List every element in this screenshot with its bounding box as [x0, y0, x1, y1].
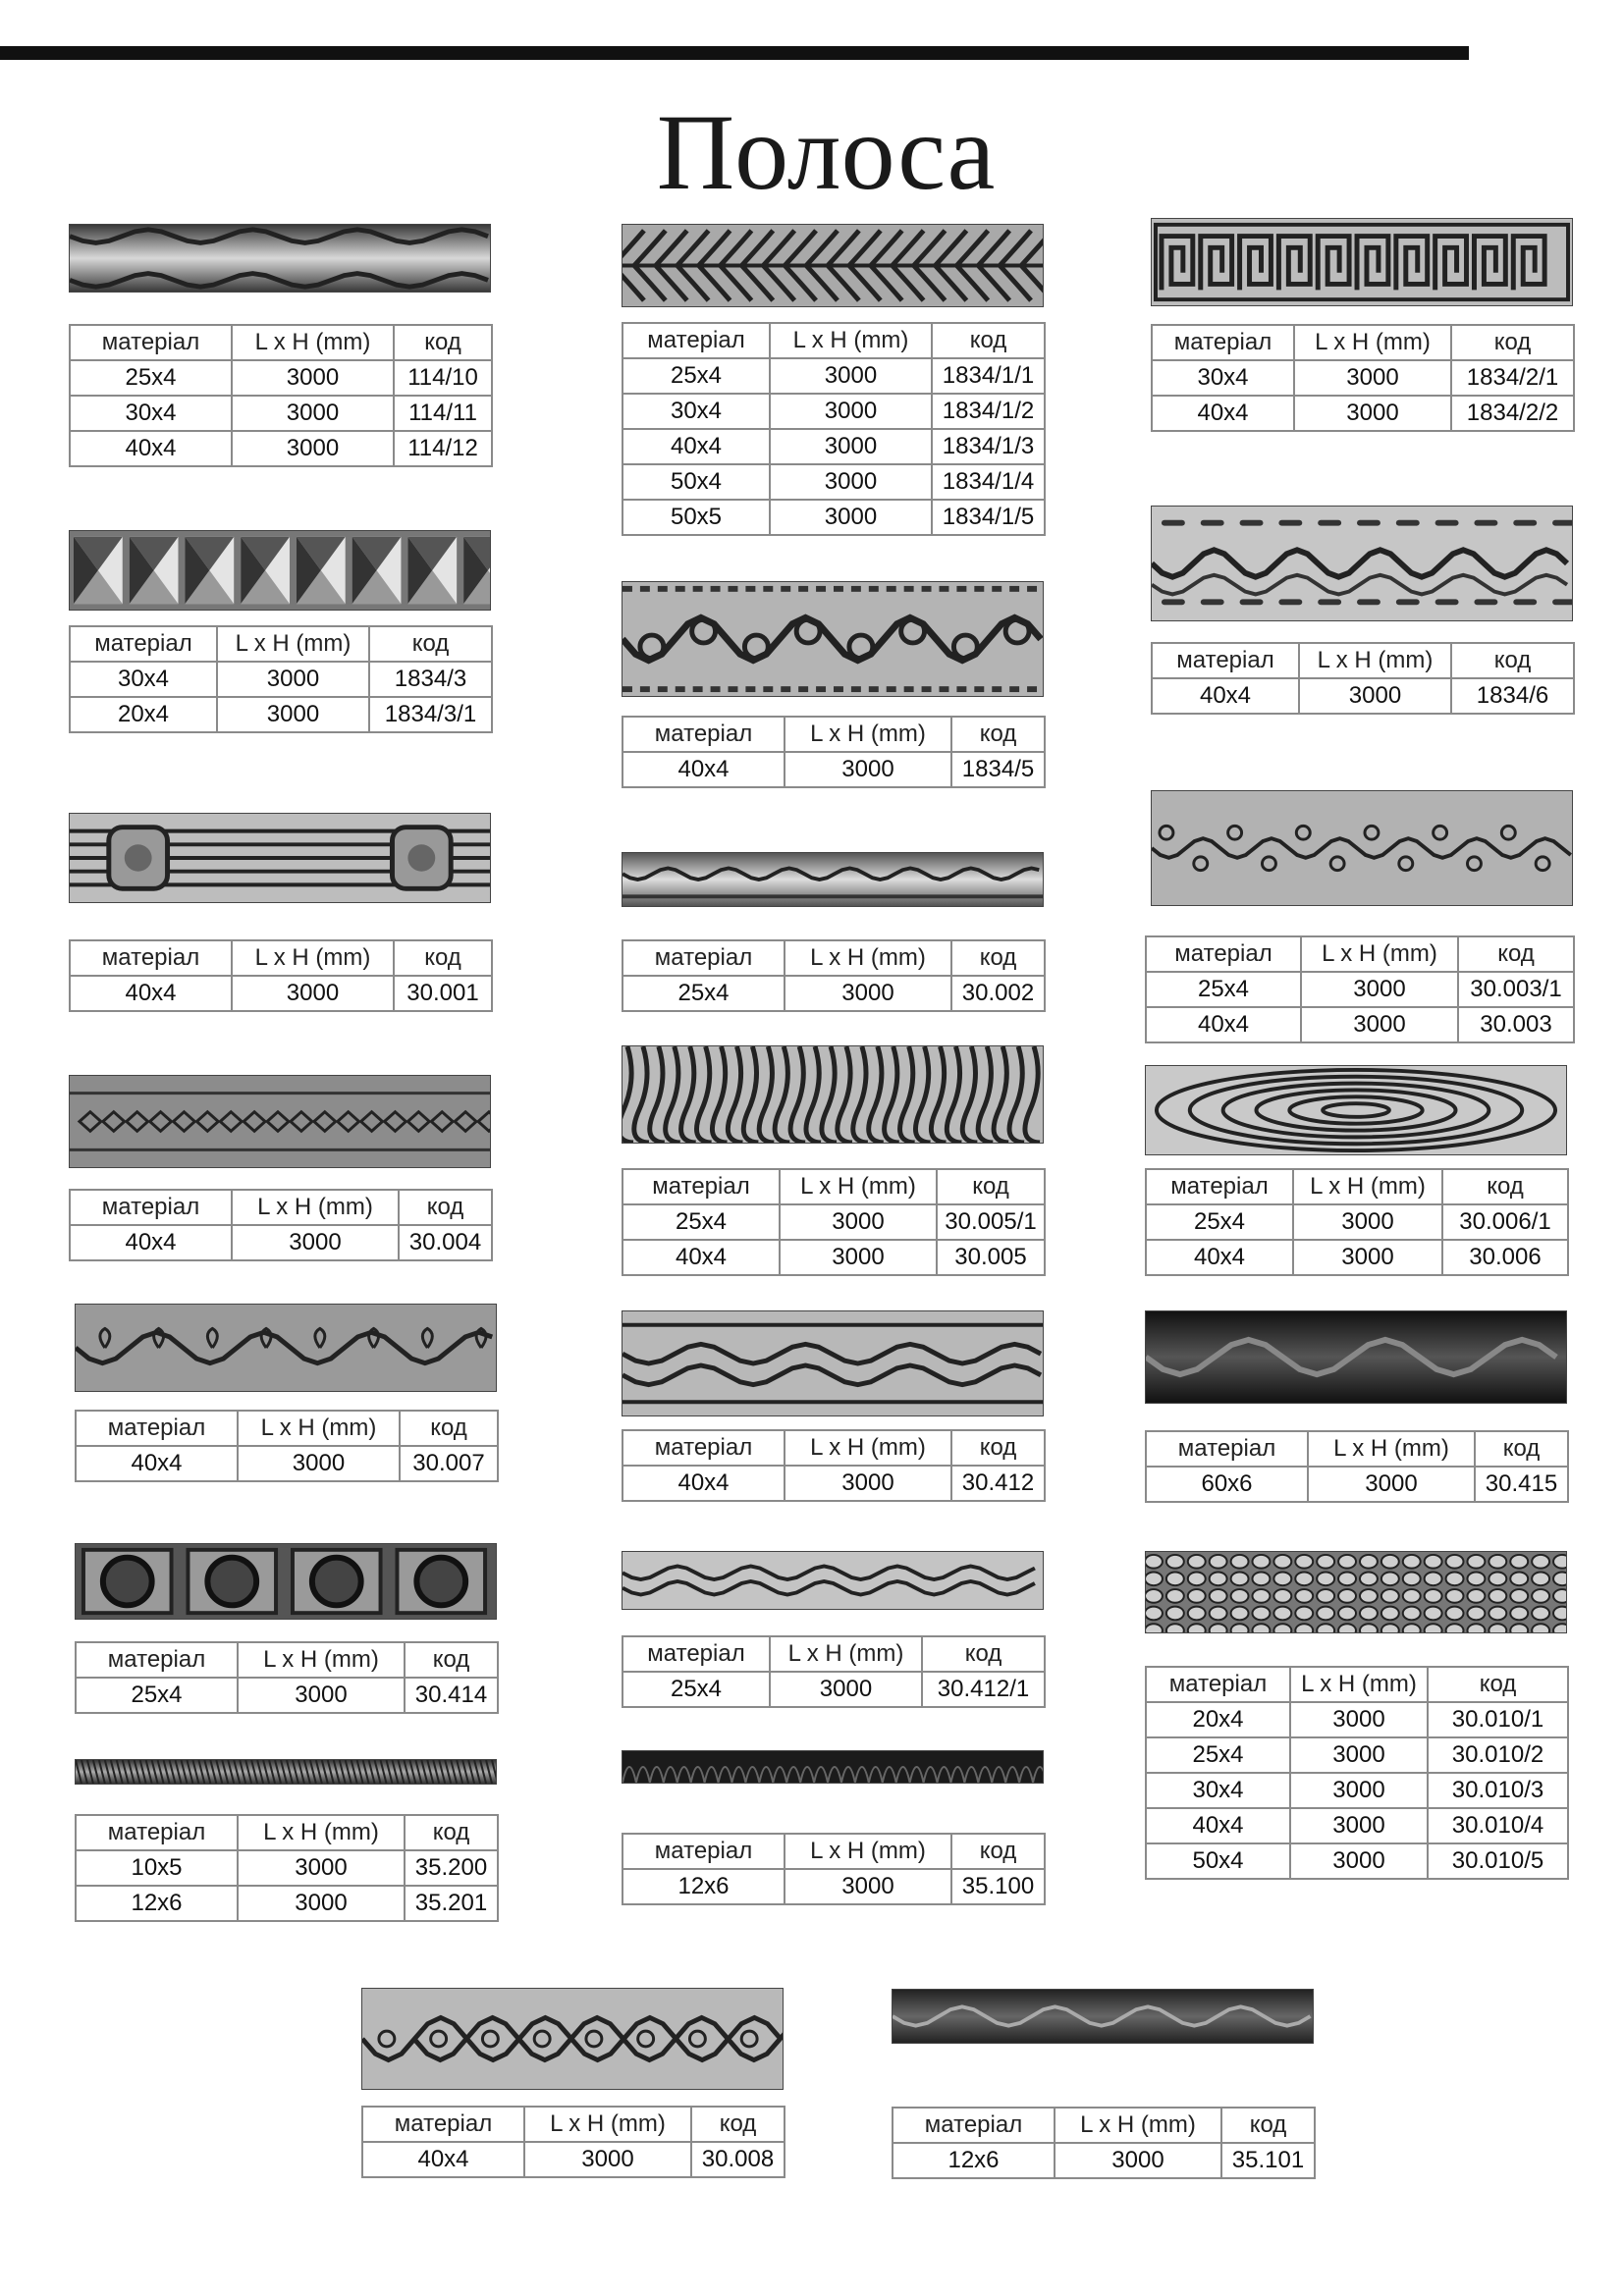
cell-code: 1834/3: [369, 662, 492, 697]
column-header-material: матеріал: [70, 325, 232, 360]
cell-material: 40x4: [1152, 396, 1294, 431]
column-header-size: L x H (mm): [770, 323, 932, 358]
product-spec-table: [361, 2106, 785, 2178]
column-header-size: L x H (mm): [217, 626, 369, 662]
cell-material: 25x4: [623, 1204, 780, 1240]
product-spec-table: [622, 1635, 1046, 1708]
cell-size: 3000: [238, 1850, 405, 1886]
top-rule: [0, 46, 1469, 60]
column-header-material: матеріал: [1152, 643, 1299, 678]
table-row: [1146, 1702, 1568, 1737]
column-header-material: матеріал: [623, 940, 785, 976]
cell-code: 30.003/1: [1458, 972, 1574, 1007]
cell-material: 30x4: [1146, 1773, 1290, 1808]
product-spec-table: [622, 1429, 1046, 1502]
cell-code: 30.001: [394, 976, 492, 1011]
table-row: [1146, 1737, 1568, 1773]
cell-size: 3000: [238, 1678, 405, 1713]
table-row: [623, 976, 1045, 1011]
column-header-size: L x H (mm): [232, 940, 394, 976]
product-strip-image: [622, 1551, 1044, 1610]
cell-size: 3000: [780, 1240, 937, 1275]
cell-size: 3000: [770, 464, 932, 500]
product-strip-image: [1145, 1310, 1567, 1404]
product-spec-table: [622, 939, 1046, 1012]
cell-code: 30.414: [405, 1678, 498, 1713]
cell-material: 25x4: [623, 1672, 770, 1707]
cell-size: 3000: [1290, 1843, 1428, 1879]
product-strip-image: [622, 1310, 1044, 1416]
cell-size: 3000: [770, 358, 932, 394]
cell-size: 3000: [217, 662, 369, 697]
cell-code: 35.200: [405, 1850, 498, 1886]
product-strip-image: [75, 1304, 497, 1392]
cell-size: 3000: [770, 1672, 922, 1707]
cell-material: 12x6: [893, 2143, 1055, 2178]
table-header-row: [1146, 1169, 1568, 1204]
column-header-material: матеріал: [1146, 1431, 1308, 1467]
cell-material: 12x6: [623, 1869, 785, 1904]
cell-code: 30.006/1: [1442, 1204, 1568, 1240]
cell-size: 3000: [238, 1886, 405, 1921]
column-header-size: L x H (mm): [785, 1430, 951, 1466]
table-row: [76, 1678, 498, 1713]
table-row: [623, 500, 1045, 535]
table-row: [1146, 1467, 1568, 1502]
table-row: [70, 697, 492, 732]
cell-code: 30.010/3: [1428, 1773, 1568, 1808]
cell-size: 3000: [1301, 1007, 1458, 1042]
product-strip-image: [69, 813, 491, 903]
product-strip-image: [69, 1075, 491, 1168]
product-strip-image: [622, 224, 1044, 307]
cell-code: 1834/5: [951, 752, 1045, 787]
column-header-size: L x H (mm): [770, 1636, 922, 1672]
table-row: [70, 396, 492, 431]
table-row: [623, 1240, 1045, 1275]
cell-material: 25x4: [70, 360, 232, 396]
cell-size: 3000: [1290, 1737, 1428, 1773]
cell-material: 25x4: [76, 1678, 238, 1713]
table-header-row: [70, 626, 492, 662]
table-row: [76, 1446, 498, 1481]
cell-size: 3000: [785, 976, 951, 1011]
cell-code: 30.007: [400, 1446, 498, 1481]
cell-material: 25x4: [623, 358, 770, 394]
cell-size: 3000: [524, 2142, 691, 2177]
cell-code: 30.005: [937, 1240, 1045, 1275]
table-row: [70, 1225, 492, 1260]
column-header-material: матеріал: [623, 1834, 785, 1869]
cell-code: 114/10: [394, 360, 492, 396]
cell-code: 30.005/1: [937, 1204, 1045, 1240]
table-row: [362, 2142, 785, 2177]
cell-material: 30x4: [70, 396, 232, 431]
column-header-size: L x H (mm): [1299, 643, 1451, 678]
table-row: [623, 1672, 1045, 1707]
cell-code: 30.010/4: [1428, 1808, 1568, 1843]
cell-material: 12x6: [76, 1886, 238, 1921]
cell-code: 1834/6: [1451, 678, 1574, 714]
product-spec-table: [622, 1168, 1046, 1276]
cell-size: 3000: [238, 1446, 400, 1481]
product-spec-table: [69, 625, 493, 733]
column-header-material: матеріал: [1152, 325, 1294, 360]
cell-code: 1834/2/2: [1451, 396, 1574, 431]
cell-size: 3000: [1293, 1204, 1442, 1240]
cell-size: 3000: [1299, 678, 1451, 714]
cell-material: 50x4: [623, 464, 770, 500]
cell-size: 3000: [1301, 972, 1458, 1007]
product-strip-image: [1145, 1551, 1567, 1633]
product-spec-table: [892, 2107, 1316, 2179]
table-row: [76, 1850, 498, 1886]
column-header-code: код: [400, 1411, 498, 1446]
column-header-material: матеріал: [76, 1815, 238, 1850]
cell-material: 40x4: [1146, 1007, 1301, 1042]
product-spec-table: [69, 1189, 493, 1261]
cell-code: 30.003: [1458, 1007, 1574, 1042]
cell-material: 25x4: [1146, 1737, 1290, 1773]
table-header-row: [1146, 1431, 1568, 1467]
cell-size: 3000: [1290, 1702, 1428, 1737]
table-row: [1146, 972, 1574, 1007]
cell-code: 30.010/5: [1428, 1843, 1568, 1879]
table-header-row: [623, 1169, 1045, 1204]
column-header-code: код: [1458, 936, 1574, 972]
cell-code: 1834/2/1: [1451, 360, 1574, 396]
table-header-row: [623, 1430, 1045, 1466]
cell-size: 3000: [1290, 1773, 1428, 1808]
cell-material: 20x4: [70, 697, 217, 732]
product-spec-table: [69, 939, 493, 1012]
column-header-size: L x H (mm): [1290, 1667, 1428, 1702]
cell-size: 3000: [1294, 396, 1451, 431]
cell-material: 60x6: [1146, 1467, 1308, 1502]
column-header-code: код: [1475, 1431, 1568, 1467]
cell-size: 3000: [770, 429, 932, 464]
cell-material: 25x4: [1146, 1204, 1293, 1240]
cell-material: 25x4: [1146, 972, 1301, 1007]
table-header-row: [70, 940, 492, 976]
cell-material: 40x4: [76, 1446, 238, 1481]
column-header-material: матеріал: [1146, 1169, 1293, 1204]
cell-size: 3000: [770, 500, 932, 535]
cell-material: 40x4: [1146, 1240, 1293, 1275]
cell-code: 30.004: [399, 1225, 492, 1260]
cell-code: 30.002: [951, 976, 1045, 1011]
product-strip-image: [361, 1988, 784, 2090]
product-spec-table: [75, 1814, 499, 1922]
column-header-material: матеріал: [623, 1430, 785, 1466]
cell-material: 30x4: [70, 662, 217, 697]
column-header-size: L x H (mm): [780, 1169, 937, 1204]
product-strip-image: [69, 224, 491, 293]
cell-code: 1834/1/2: [932, 394, 1045, 429]
column-header-material: матеріал: [70, 626, 217, 662]
table-row: [1146, 1204, 1568, 1240]
cell-size: 3000: [785, 752, 951, 787]
column-header-size: L x H (mm): [232, 1190, 399, 1225]
product-spec-table: [1145, 1168, 1569, 1276]
cell-code: 1834/3/1: [369, 697, 492, 732]
cell-code: 114/12: [394, 431, 492, 466]
cell-code: 30.412/1: [922, 1672, 1045, 1707]
product-spec-table: [1145, 1666, 1569, 1880]
product-spec-table: [622, 716, 1046, 788]
product-strip-image: [622, 1045, 1044, 1144]
cell-size: 3000: [770, 394, 932, 429]
table-row: [70, 976, 492, 1011]
cell-code: 30.415: [1475, 1467, 1568, 1502]
table-row: [70, 662, 492, 697]
column-header-material: матеріал: [623, 717, 785, 752]
product-strip-image: [75, 1543, 497, 1620]
cell-code: 30.010/1: [1428, 1702, 1568, 1737]
product-strip-image: [1145, 1065, 1567, 1155]
column-header-size: L x H (mm): [785, 940, 951, 976]
table-row: [623, 752, 1045, 787]
table-row: [623, 394, 1045, 429]
cell-code: 30.006: [1442, 1240, 1568, 1275]
column-header-material: матеріал: [623, 1169, 780, 1204]
column-header-size: L x H (mm): [1308, 1431, 1475, 1467]
cell-size: 3000: [785, 1869, 951, 1904]
column-header-size: L x H (mm): [1294, 325, 1451, 360]
table-header-row: [623, 717, 1045, 752]
column-header-material: матеріал: [76, 1411, 238, 1446]
table-row: [893, 2143, 1315, 2178]
column-header-material: матеріал: [623, 1636, 770, 1672]
table-header-row: [1146, 936, 1574, 972]
cell-size: 3000: [232, 431, 394, 466]
product-spec-table: [75, 1410, 499, 1482]
table-row: [623, 429, 1045, 464]
table-header-row: [362, 2107, 785, 2142]
column-header-code: код: [369, 626, 492, 662]
cell-material: 30x4: [623, 394, 770, 429]
column-header-size: L x H (mm): [238, 1642, 405, 1678]
column-header-code: код: [951, 1834, 1045, 1869]
table-header-row: [1152, 325, 1574, 360]
product-spec-table: [1145, 1430, 1569, 1503]
cell-size: 3000: [1293, 1240, 1442, 1275]
cell-size: 3000: [1055, 2143, 1221, 2178]
cell-material: 40x4: [1152, 678, 1299, 714]
column-header-material: матеріал: [70, 1190, 232, 1225]
cell-material: 40x4: [70, 431, 232, 466]
cell-code: 35.101: [1221, 2143, 1315, 2178]
cell-material: 10x5: [76, 1850, 238, 1886]
cell-code: 30.008: [691, 2142, 785, 2177]
product-spec-table: [69, 324, 493, 467]
table-header-row: [76, 1815, 498, 1850]
cell-material: 40x4: [623, 429, 770, 464]
product-strip-image: [1151, 790, 1573, 906]
cell-size: 3000: [232, 976, 394, 1011]
table-header-row: [70, 325, 492, 360]
column-header-size: L x H (mm): [785, 1834, 951, 1869]
column-header-material: матеріал: [1146, 936, 1301, 972]
table-row: [1152, 678, 1574, 714]
cell-size: 3000: [232, 396, 394, 431]
table-row: [623, 1204, 1045, 1240]
cell-material: 50x4: [1146, 1843, 1290, 1879]
table-row: [70, 360, 492, 396]
column-header-size: L x H (mm): [524, 2107, 691, 2142]
product-strip-image: [1151, 506, 1573, 621]
table-header-row: [70, 1190, 492, 1225]
column-header-material: матеріал: [893, 2108, 1055, 2143]
column-header-material: матеріал: [1146, 1667, 1290, 1702]
cell-material: 40x4: [70, 976, 232, 1011]
table-row: [1152, 360, 1574, 396]
cell-material: 40x4: [1146, 1808, 1290, 1843]
column-header-material: матеріал: [623, 323, 770, 358]
table-header-row: [1152, 643, 1574, 678]
column-header-code: код: [691, 2107, 785, 2142]
column-header-code: код: [1451, 643, 1574, 678]
table-row: [623, 1869, 1045, 1904]
column-header-code: код: [394, 940, 492, 976]
cell-code: 1834/1/4: [932, 464, 1045, 500]
cell-material: 40x4: [623, 752, 785, 787]
column-header-code: код: [1221, 2108, 1315, 2143]
cell-material: 25x4: [623, 976, 785, 1011]
cell-size: 3000: [232, 360, 394, 396]
column-header-code: код: [951, 940, 1045, 976]
cell-code: 1834/1/3: [932, 429, 1045, 464]
table-header-row: [623, 1834, 1045, 1869]
column-header-code: код: [399, 1190, 492, 1225]
table-header-row: [76, 1411, 498, 1446]
table-row: [1152, 396, 1574, 431]
product-strip-image: [69, 530, 491, 611]
cell-code: 114/11: [394, 396, 492, 431]
table-row: [623, 464, 1045, 500]
cell-code: 1834/1/5: [932, 500, 1045, 535]
product-strip-image: [622, 1750, 1044, 1784]
cell-size: 3000: [780, 1204, 937, 1240]
table-row: [623, 1466, 1045, 1501]
column-header-code: код: [405, 1642, 498, 1678]
column-header-size: L x H (mm): [238, 1411, 400, 1446]
cell-code: 35.100: [951, 1869, 1045, 1904]
table-row: [1146, 1808, 1568, 1843]
cell-material: 30x4: [1152, 360, 1294, 396]
cell-code: 30.412: [951, 1466, 1045, 1501]
column-header-code: код: [937, 1169, 1045, 1204]
product-spec-table: [1151, 642, 1575, 715]
product-spec-table: [622, 1833, 1046, 1905]
column-header-code: код: [1428, 1667, 1568, 1702]
column-header-size: L x H (mm): [238, 1815, 405, 1850]
product-strip-image: [1151, 218, 1573, 306]
cell-material: 40x4: [70, 1225, 232, 1260]
table-header-row: [76, 1642, 498, 1678]
table-header-row: [1146, 1667, 1568, 1702]
cell-code: 35.201: [405, 1886, 498, 1921]
cell-code: 30.010/2: [1428, 1737, 1568, 1773]
column-header-size: L x H (mm): [1293, 1169, 1442, 1204]
cell-material: 40x4: [362, 2142, 524, 2177]
column-header-code: код: [1451, 325, 1574, 360]
cell-code: 1834/1/1: [932, 358, 1045, 394]
table-header-row: [623, 1636, 1045, 1672]
cell-material: 50x5: [623, 500, 770, 535]
table-row: [76, 1886, 498, 1921]
product-strip-image: [892, 1989, 1314, 2044]
product-spec-table: [1145, 935, 1575, 1043]
page-title: Полоса: [656, 92, 996, 212]
column-header-code: код: [394, 325, 492, 360]
product-strip-image: [622, 581, 1044, 697]
cell-material: 20x4: [1146, 1702, 1290, 1737]
column-header-code: код: [922, 1636, 1045, 1672]
product-spec-table: [75, 1641, 499, 1714]
column-header-code: код: [405, 1815, 498, 1850]
cell-material: 40x4: [623, 1466, 785, 1501]
table-header-row: [623, 940, 1045, 976]
column-header-size: L x H (mm): [785, 717, 951, 752]
column-header-size: L x H (mm): [1301, 936, 1458, 972]
cell-size: 3000: [785, 1466, 951, 1501]
column-header-code: код: [951, 717, 1045, 752]
product-strip-image: [622, 852, 1044, 907]
product-strip-image: [75, 1759, 497, 1785]
table-row: [1146, 1007, 1574, 1042]
product-spec-table: [1151, 324, 1575, 432]
column-header-code: код: [1442, 1169, 1568, 1204]
column-header-code: код: [932, 323, 1045, 358]
column-header-size: L x H (mm): [232, 325, 394, 360]
column-header-material: матеріал: [362, 2107, 524, 2142]
cell-size: 3000: [232, 1225, 399, 1260]
cell-material: 40x4: [623, 1240, 780, 1275]
cell-size: 3000: [1290, 1808, 1428, 1843]
product-spec-table: [622, 322, 1046, 536]
table-row: [70, 431, 492, 466]
column-header-material: матеріал: [76, 1642, 238, 1678]
column-header-size: L x H (mm): [1055, 2108, 1221, 2143]
table-header-row: [893, 2108, 1315, 2143]
table-row: [1146, 1240, 1568, 1275]
column-header-code: код: [951, 1430, 1045, 1466]
cell-size: 3000: [1308, 1467, 1475, 1502]
table-row: [623, 358, 1045, 394]
table-row: [1146, 1773, 1568, 1808]
cell-size: 3000: [1294, 360, 1451, 396]
cell-size: 3000: [217, 697, 369, 732]
column-header-material: матеріал: [70, 940, 232, 976]
table-row: [1146, 1843, 1568, 1879]
table-header-row: [623, 323, 1045, 358]
